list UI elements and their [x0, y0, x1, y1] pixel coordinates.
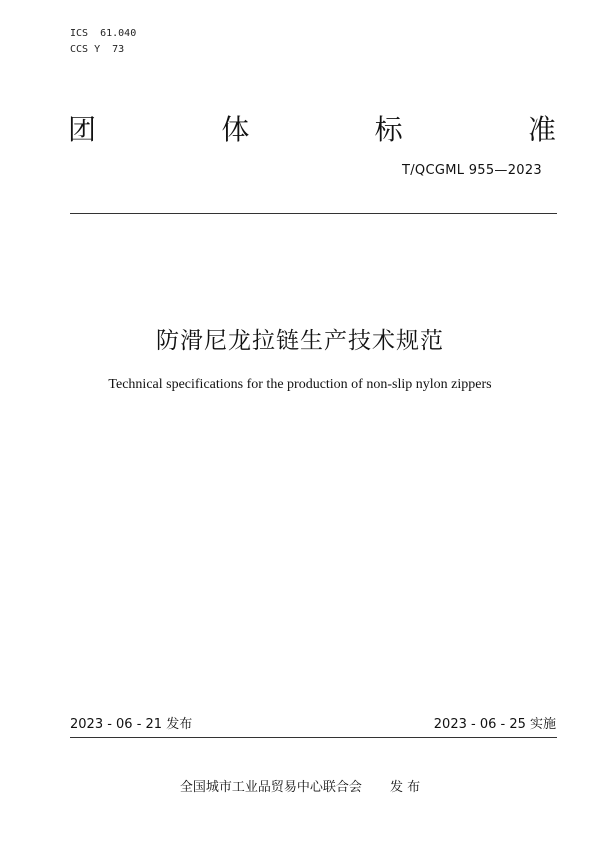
standard-number: T/QCGML 955—2023	[402, 163, 542, 178]
publisher-action: 发 布	[389, 780, 421, 795]
publish-date: 2023 - 06 - 21 发布	[70, 717, 193, 732]
standard-type-char: 体	[221, 113, 250, 146]
standard-type-char: 团	[68, 113, 97, 146]
standard-type-heading	[68, 112, 556, 148]
standard-type-char: 准	[527, 113, 556, 146]
document-title-chinese: 防滑尼龙拉链生产技术规范	[156, 328, 444, 354]
standard-type-char: 标	[374, 113, 403, 146]
ccs-code: CCS Y 73	[70, 44, 125, 55]
bottom-divider	[70, 737, 557, 738]
classification-codes	[70, 26, 136, 58]
implement-date: 2023 - 06 - 25 实施	[433, 717, 556, 732]
document-title-english: Technical specifications for the production of non-slip nylon zippers	[108, 377, 492, 392]
publisher-line	[0, 776, 600, 795]
publisher-name: 全国城市工业品贸易中心联合会	[179, 780, 362, 795]
ics-code: ICS 61.040	[70, 28, 137, 39]
top-divider	[70, 213, 557, 214]
